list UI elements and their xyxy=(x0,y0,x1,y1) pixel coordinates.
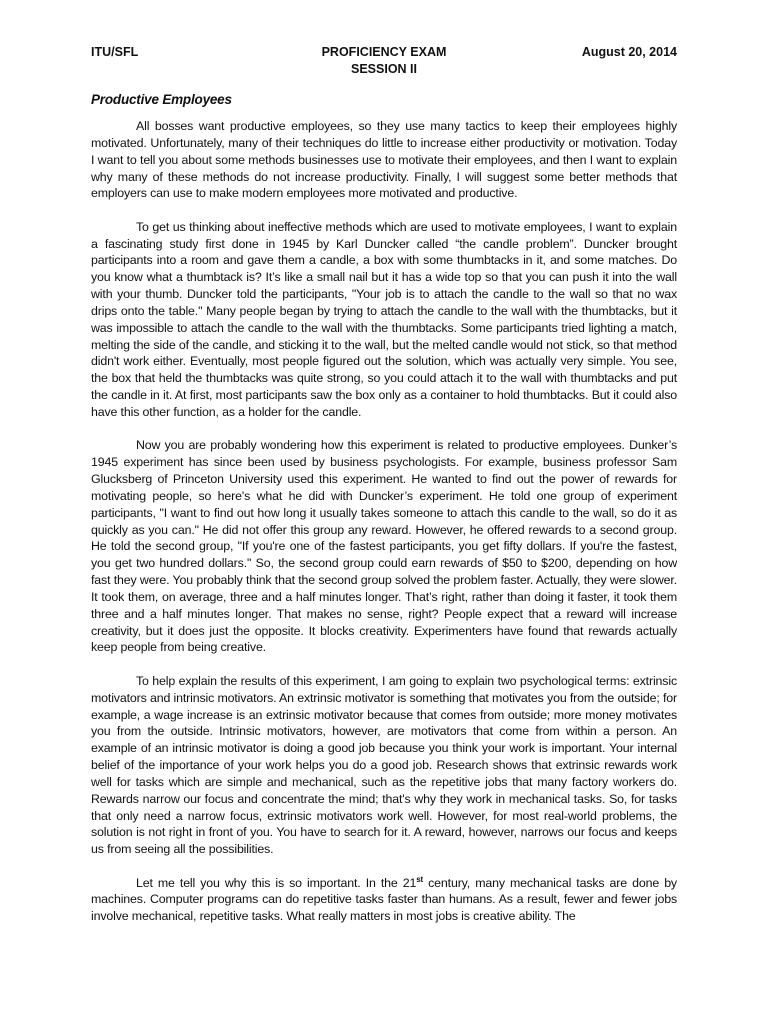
header-session: SESSION II xyxy=(351,62,417,76)
header-left: ITU/SFL xyxy=(91,45,139,59)
paragraph-2: To get us thinking about ineffective methods which are used to motivate employees, I want to explain a fascinating study first done in 1945 by Karl Duncker called “the candle problem”. Duncker brought participants into a room and gave them a candle, a box with some thumbtacks in it, and some matches. Do you know what a thumbtack is? It’s like a small nail but it has a wide top so that you can push it into the wall with your thumb. Duncker told the participants, "Your job is to attach the candle to the wall so that no wax drips onto the table." Many people began by trying to attach the candle to the wall with the thumbtacks, but it was impossible to attach the candle to the wall with the thumbtacks. Some participants tried lighting a match, melting the side of the candle, and sticking it to the wall, but the melted candle would not stick, so that method didn't work either. Eventually, most people figured out the solution, which was actually very simple. You see, the box that held the thumbtacks was quite strong, so you could attach it to the wall with thumbtacks and put the candle in it. At first, most participants saw the box only as a container to hold thumbtacks. But it could also have this other function, as a holder for the candle. xyxy=(91,219,677,419)
paragraph-1: All bosses want productive employees, so they use many tactics to keep their employees highly motivated. Unfortunately, many of their techniques do little to increase either productivity or motivation. Today I want to tell you about some methods businesses use to motivate their employees, and then I want to explain why many of these methods do not increase productivity. Finally, I will suggest some better methods that employers can use to make modern employees more motivated and productive. xyxy=(91,119,677,201)
paragraph-4: To help explain the results of this experiment, I am going to explain two psychological terms: extrinsic motivators and intrinsic motivators. An extrinsic motivator is something that motivates you from the outside; for example, a wage increase is an extrinsic motivator because that comes from outside; more money motivates you from the outside. Intrinsic motivators, however, are motivators that come from within a person. An example of an intrinsic motivator is doing a good job because you think your work is important. Your internal belief of the importance of your work helps you do a good job. Research shows that extrinsic rewards work well for tasks which are simple and mechanical, such as the repetitive jobs that many factory workers do. Rewards narrow our focus and concentrate the mind; that's why they work in mechanical tasks. So, for tasks that only need a narrow focus, extrinsic motivators work well. However, for most real-world problems, the solution is not right in front of you. You have to search for it. A reward, however, narrows our focus and keeps us from seeing all the possibilities. xyxy=(91,673,677,857)
header-date: August 20, 2014 xyxy=(581,45,677,59)
document-body xyxy=(91,118,677,942)
document-title: Productive Employees xyxy=(91,92,232,107)
paragraph-5 xyxy=(91,875,677,926)
paragraph-5-start: Let me tell you why this is so important. In the 21 xyxy=(136,875,417,890)
ordinal-suffix: st xyxy=(416,874,424,884)
paragraph-3: Now you are probably wondering how this experiment is related to productive employees. Dunker’s 1945 experiment has since been used by business psychologists. For example, business professor Sam Glucksberg of Princeton University used this experiment. He wanted to find out the power of rewards for motivating people, so here's what he did with Duncker’s experiment. He told one group of experiment participants, "I want to find out how long it usually takes someone to attach this candle to the wall, so do it as quickly as you can." He did not offer this group any reward. However, he offered rewards to a second group. He told the second group, "If you're one of the fastest participants, you get fifty dollars. If you're the fastest, you get two hundred dollars." So, the second group could earn rewards of $50 to $200, depending on how fast they were. You probably think that the second group solved the problem faster. Actually, they were slower. It took them, on average, three and a half minutes longer. That’s right, rather than doing it faster, it took them three and a half minutes longer. That makes no sense, right? People expect that a reward will increase creativity, but it does just the opposite. It blocks creativity. Experimenters have found that rewards actually keep people from being creative. xyxy=(91,438,677,655)
paragraph-5-rest: century, many mechanical tasks are done by machines. Computer programs can do repetitive tasks faster than humans. As a result, fewer and fewer jobs involve mechanical, repetitive tasks. What really matters in most jobs is creative ability. The xyxy=(91,875,677,924)
header-exam-title: PROFICIENCY EXAM xyxy=(321,45,447,59)
